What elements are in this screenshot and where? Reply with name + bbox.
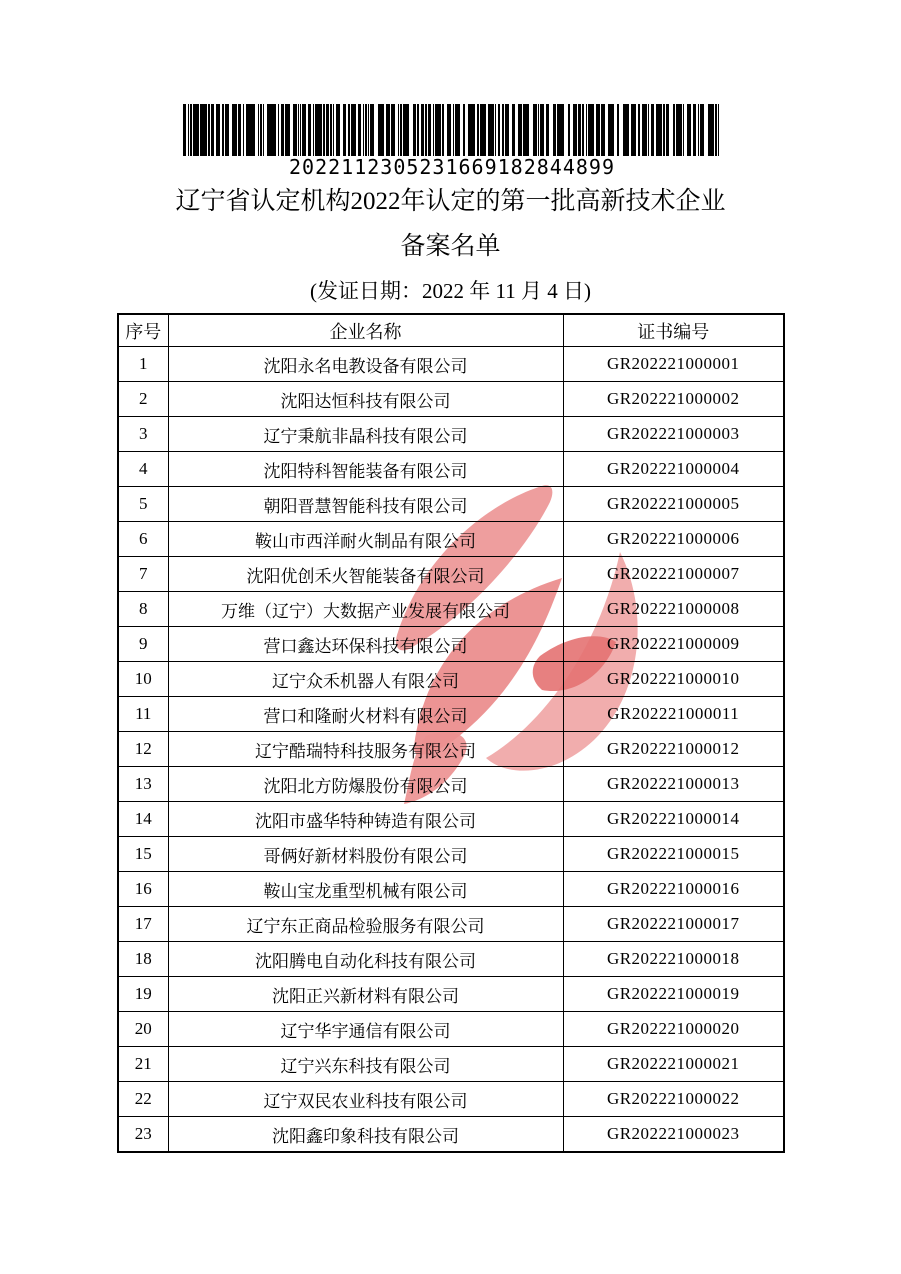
certificate-number-cell: GR202221000007 [563, 557, 784, 592]
table-row [118, 1047, 784, 1082]
table-row [118, 977, 784, 1012]
certificate-number-cell: GR202221000016 [563, 872, 784, 907]
table-row [118, 417, 784, 452]
row-index-cell: 23 [118, 1117, 168, 1153]
companies-table [117, 313, 785, 1153]
company-name-cell: 沈阳市盛华特种铸造有限公司 [168, 802, 563, 837]
company-name-cell: 朝阳晋慧智能科技有限公司 [168, 487, 563, 522]
certificate-number-cell: GR202221000022 [563, 1082, 784, 1117]
certificate-number-cell: GR202221000013 [563, 767, 784, 802]
header-cell-index: 序号 [118, 314, 168, 347]
certificate-number-cell: GR202221000017 [563, 907, 784, 942]
table-row [118, 1082, 784, 1117]
company-name-cell: 辽宁众禾机器人有限公司 [168, 662, 563, 697]
row-index-cell: 7 [118, 557, 168, 592]
certificate-number-cell: GR202221000014 [563, 802, 784, 837]
company-name-cell: 辽宁华宇通信有限公司 [168, 1012, 563, 1047]
row-index-cell: 4 [118, 452, 168, 487]
barcode-number: 2022112305231669182844899 [288, 155, 616, 179]
table-row [118, 907, 784, 942]
table-row [118, 767, 784, 802]
row-index-cell: 17 [118, 907, 168, 942]
row-index-cell: 6 [118, 522, 168, 557]
row-index-cell: 12 [118, 732, 168, 767]
company-name-cell: 辽宁兴东科技有限公司 [168, 1047, 563, 1082]
table-row [118, 942, 784, 977]
row-index-cell: 13 [118, 767, 168, 802]
company-name-cell: 沈阳优创禾火智能装备有限公司 [168, 557, 563, 592]
row-index-cell: 8 [118, 592, 168, 627]
row-index-cell: 5 [118, 487, 168, 522]
company-name-cell: 辽宁双民农业科技有限公司 [168, 1082, 563, 1117]
table-row [118, 382, 784, 417]
certificate-number-cell: GR202221000008 [563, 592, 784, 627]
table-header-row [118, 314, 784, 347]
company-name-cell: 沈阳鑫印象科技有限公司 [168, 1117, 563, 1153]
certificate-number-cell: GR202221000020 [563, 1012, 784, 1047]
row-index-cell: 9 [118, 627, 168, 662]
table-row [118, 627, 784, 662]
issue-date-line: (发证日期：2022 年 11 月 4 日) [310, 279, 591, 303]
row-index-cell: 11 [118, 697, 168, 732]
table-row [118, 452, 784, 487]
row-index-cell: 19 [118, 977, 168, 1012]
company-name-cell: 沈阳特科智能装备有限公司 [168, 452, 563, 487]
row-index-cell: 20 [118, 1012, 168, 1047]
certificate-number-cell: GR202221000012 [563, 732, 784, 767]
certificate-number-cell: GR202221000011 [563, 697, 784, 732]
table-row [118, 592, 784, 627]
row-index-cell: 14 [118, 802, 168, 837]
certificate-number-cell: GR202221000009 [563, 627, 784, 662]
row-index-cell: 15 [118, 837, 168, 872]
company-name-cell: 鞍山市西洋耐火制品有限公司 [168, 522, 563, 557]
table-row [118, 1117, 784, 1153]
company-name-cell: 辽宁酷瑞特科技服务有限公司 [168, 732, 563, 767]
certificate-number-cell: GR202221000023 [563, 1117, 784, 1153]
certificate-number-cell: GR202221000004 [563, 452, 784, 487]
row-index-cell: 3 [118, 417, 168, 452]
table-body [118, 347, 784, 1153]
row-index-cell: 22 [118, 1082, 168, 1117]
header-cell-company-name: 企业名称 [168, 314, 563, 347]
table-row [118, 697, 784, 732]
table-row [118, 732, 784, 767]
table-row [118, 662, 784, 697]
table-row [118, 872, 784, 907]
certificate-number-cell: GR202221000001 [563, 347, 784, 382]
document-title-line2: 备案名单 [400, 233, 501, 260]
table-row [118, 347, 784, 382]
certificate-number-cell: GR202221000002 [563, 382, 784, 417]
certificate-number-cell: GR202221000019 [563, 977, 784, 1012]
certificate-number-cell: GR202221000021 [563, 1047, 784, 1082]
table-row [118, 557, 784, 592]
company-name-cell: 辽宁秉航非晶科技有限公司 [168, 417, 563, 452]
company-name-cell: 万维（辽宁）大数据产业发展有限公司 [168, 592, 563, 627]
company-name-cell: 沈阳正兴新材料有限公司 [168, 977, 563, 1012]
header-cell-certificate-number: 证书编号 [563, 314, 784, 347]
row-index-cell: 2 [118, 382, 168, 417]
certificate-number-cell: GR202221000018 [563, 942, 784, 977]
table-row [118, 802, 784, 837]
row-index-cell: 16 [118, 872, 168, 907]
company-name-cell: 鞍山宝龙重型机械有限公司 [168, 872, 563, 907]
certificate-number-cell: GR202221000006 [563, 522, 784, 557]
row-index-cell: 21 [118, 1047, 168, 1082]
row-index-cell: 18 [118, 942, 168, 977]
row-index-cell: 10 [118, 662, 168, 697]
company-name-cell: 营口鑫达环保科技有限公司 [168, 627, 563, 662]
certificate-number-cell: GR202221000010 [563, 662, 784, 697]
certificate-number-cell: GR202221000015 [563, 837, 784, 872]
company-name-cell: 营口和隆耐火材料有限公司 [168, 697, 563, 732]
document-title-line1: 辽宁省认定机构2022年认定的第一批高新技术企业 [175, 188, 726, 215]
company-name-cell: 沈阳达恒科技有限公司 [168, 382, 563, 417]
table-row [118, 522, 784, 557]
table-row [118, 837, 784, 872]
company-name-cell: 辽宁东正商品检验服务有限公司 [168, 907, 563, 942]
certificate-number-cell: GR202221000005 [563, 487, 784, 522]
table-row [118, 487, 784, 522]
company-name-cell: 沈阳腾电自动化科技有限公司 [168, 942, 563, 977]
table-row [118, 1012, 784, 1047]
barcode-image [183, 104, 721, 156]
company-name-cell: 哥俩好新材料股份有限公司 [168, 837, 563, 872]
company-name-cell: 沈阳永名电教设备有限公司 [168, 347, 563, 382]
certificate-number-cell: GR202221000003 [563, 417, 784, 452]
company-name-cell: 沈阳北方防爆股份有限公司 [168, 767, 563, 802]
row-index-cell: 1 [118, 347, 168, 382]
